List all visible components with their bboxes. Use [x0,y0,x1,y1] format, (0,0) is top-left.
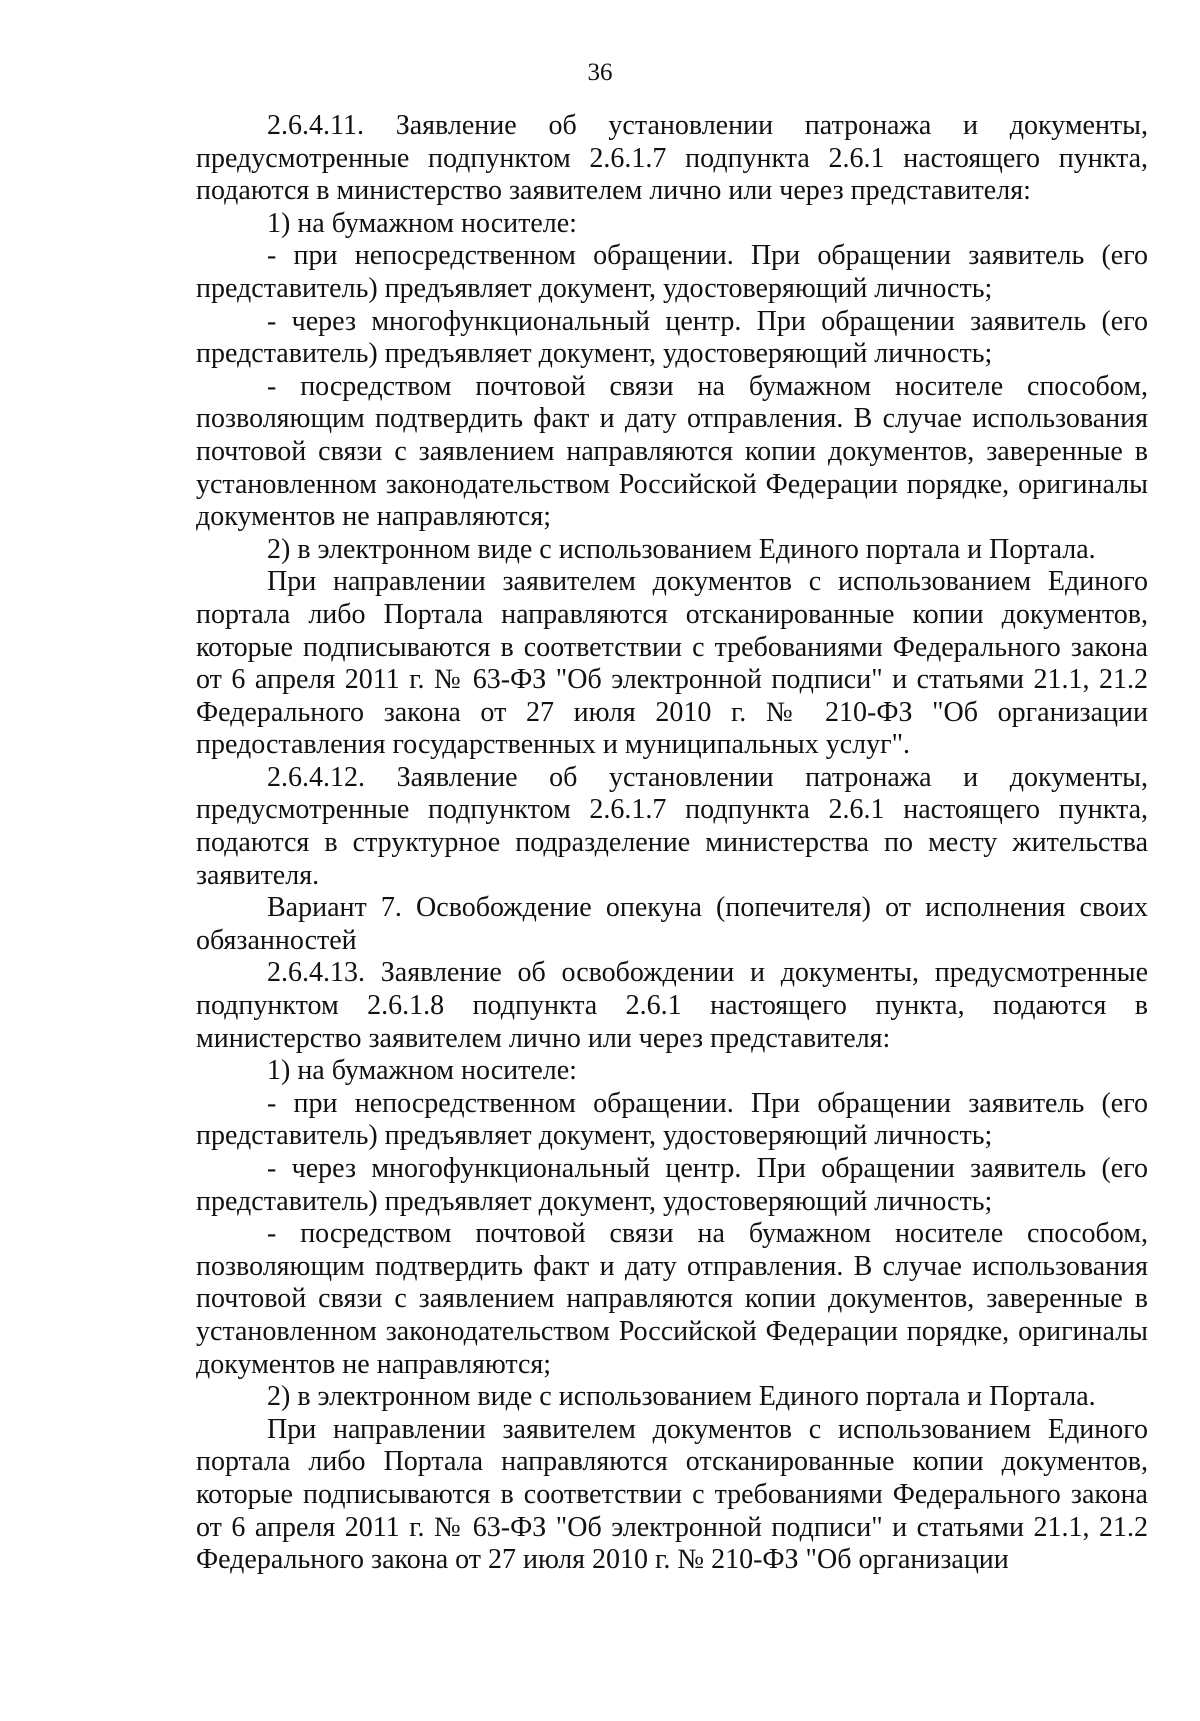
paragraph-2-6-4-12: 2.6.4.12. Заявление об установлении патронажа и документы, предусмотренные подпунктом 2.6.1.7 подпункта 2.6.1 настоящего пункта, подаются в структурное подразделение министерства по месту жительства заявителя. [196,761,1148,891]
paragraph-direct-request: - при непосредственном обращении. При обращении заявитель (его представитель) предъявляет документ, удостоверяющий личность; [196,240,1148,304]
paragraph-postal-2: - посредством почтовой связи на бумажном носителе способом, позволяющим подтвердить факт и дату отправления. В случае использования почтовой связи с заявлением направляются копии документов, заверенные в установленном законодательством Российской Федерации порядке, оригиналы документов не направляются; [196,1218,1148,1380]
paragraph-electronic: 2) в электронном виде с использованием Единого портала и Портала. [267,533,1096,565]
paragraph-paper-medium: 1) на бумажном носителе: [267,207,577,239]
paragraph-portal-submission: При направлении заявителем документов с использованием Единого портала либо Портала направляются отсканированные копии документов, которые подписываются в соответствии с требованиями Федерального закона от 6 апреля 2011 г. № 63-ФЗ "Об электронной подписи" и статьями 21.1, 21.2 Федерального закона от 27 июля 2010 г. № 210-ФЗ "Об организации предоставления государственных и муниципальных услуг". [196,566,1148,761]
page-number: 36 [587,59,613,86]
paragraph-2-6-4-11: 2.6.4.11. Заявление об установлении патронажа и документы, предусмотренные подпунктом 2.6.1.7 подпункта 2.6.1 настоящего пункта, подаются в министерство заявителем лично или через представителя: [196,110,1148,207]
paragraph-electronic-2: 2) в электронном виде с использованием Единого портала и Портала. [267,1381,1096,1413]
document-body [196,110,1148,1577]
paragraph-postal: - посредством почтовой связи на бумажном носителе способом, позволяющим подтвердить факт и дату отправления. В случае использования почтовой связи с заявлением направляются копии документов, заверенные в установленном законодательством Российской Федерации порядке, оригиналы документов не направляются; [196,370,1148,533]
paragraph-mfc-2: - через многофункциональный центр. При обращении заявитель (его представитель) предъявляет документ, удостоверяющий личность; [196,1153,1148,1217]
paragraph-direct-request-2: - при непосредственном обращении. При обращении заявитель (его представитель) предъявляет документ, удостоверяющий личность; [196,1087,1148,1152]
paragraph-2-6-4-13: 2.6.4.13. Заявление об освобождении и документы, предусмотренные подпунктом 2.6.1.8 подпункта 2.6.1 настоящего пункта, подаются в министерство заявителем лично или через представителя: [196,957,1148,1054]
paragraph-paper-medium-2: 1) на бумажном носителе: [267,1055,577,1087]
paragraph-portal-submission-2: При направлении заявителем документов с использованием Единого портала либо Портала направляются отсканированные копии документов, которые подписываются в соответствии с требованиями Федерального закона от 6 апреля 2011 г. № 63-ФЗ "Об электронной подписи" и статьями 21.1, 21.2 Федерального закона от 27 июля 2010 г. № 210-ФЗ "Об организации [196,1413,1148,1576]
paragraph-mfc: - через многофункциональный центр. При обращении заявитель (его представитель) предъявляет документ, удостоверяющий личность; [196,305,1148,370]
paragraph-variant-7: Вариант 7. Освобождение опекуна (попечителя) от исполнения своих обязанностей [196,892,1148,956]
